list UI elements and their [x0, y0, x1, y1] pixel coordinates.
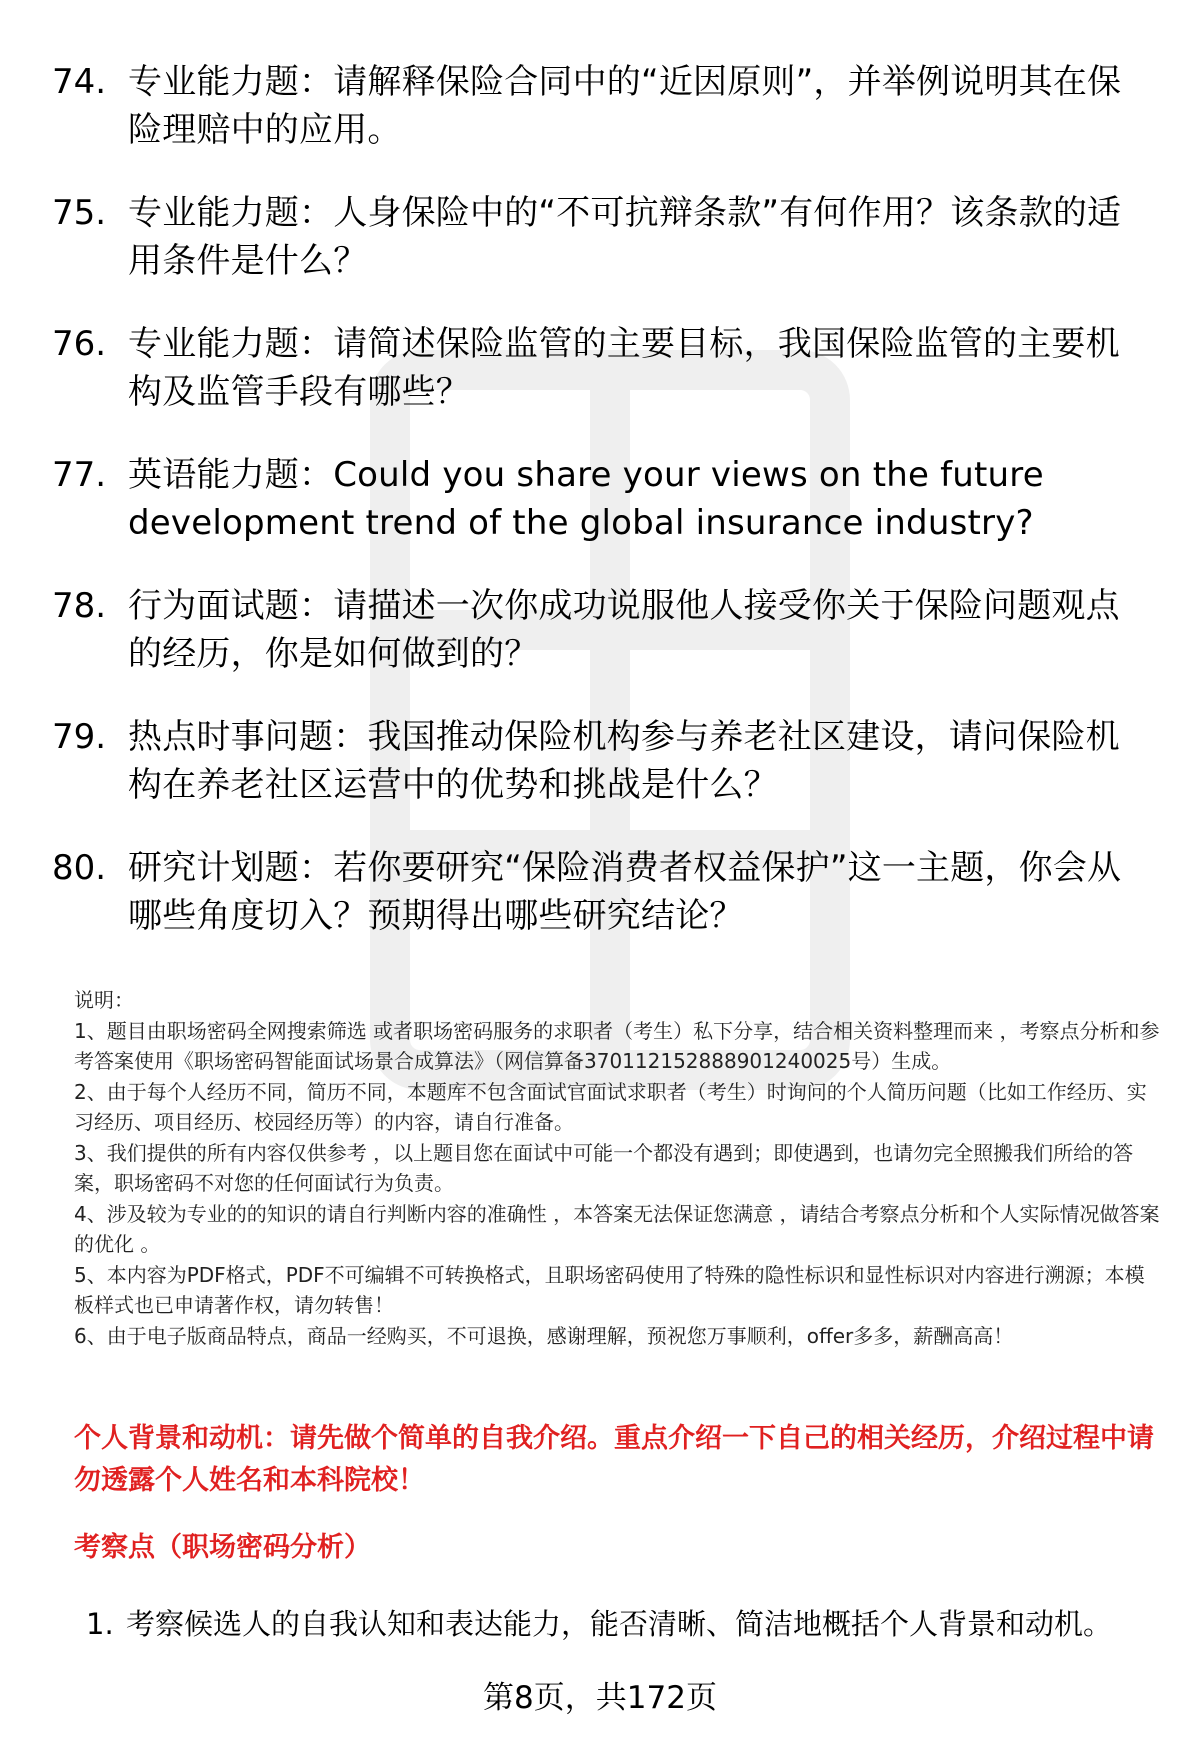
- notes-item: 6、由于电子版商品特点，商品一经购买，不可退换，感谢理解，预祝您万事顺利，offer多多，薪酬高高！: [74, 1324, 1014, 1348]
- question-number: 76.: [52, 324, 107, 364]
- featured-question: 个人背景和动机：请先做个简单的自我介绍。重点介绍一下自己的相关经历，介绍过程中请勿透露个人姓名和本科院校！: [74, 1423, 1154, 1496]
- point-text: 考察候选人的自我认知和表达能力，能否清晰、简洁地概括个人背景和动机。: [126, 1607, 1113, 1641]
- analysis-point: [86, 1603, 1166, 1645]
- question-item: [0, 582, 1200, 713]
- question-number: 79.: [52, 717, 107, 757]
- question-text: 英语能力题：Could you share your views on the future development trend of the global insurance industry?: [128, 455, 1044, 543]
- question-text: 专业能力题：人身保险中的“不可抗辩条款”有何作用？该条款的适用条件是什么？: [128, 193, 1122, 281]
- notes-item: 2、由于每个人经历不同，简历不同，本题库不包含面试官面试求职者（考生）时询问的个人简历问题（比如工作经历、实习经历、项目经历、校园经历等）的内容，请自行准备。: [74, 1080, 1147, 1134]
- question-item: [0, 58, 1200, 189]
- question-item: [0, 451, 1200, 582]
- notes-item: 1、题目由职场密码全网搜索筛选 或者职场密码服务的求职者（考生）私下分享，结合相关资料整理而来 ，考察点分析和参考答案使用《职场密码智能面试场景合成算法》（网信算备370112152888901240025号）生成。: [74, 1019, 1160, 1073]
- notes-section: [74, 985, 1164, 1352]
- notes-item: 3、我们提供的所有内容仅供参考 ，以上题目您在面试中可能一个都没有遇到；即使遇到，也请勿完全照搬我们所给的答案，职场密码不对您的任何面试行为负责。: [74, 1141, 1134, 1195]
- question-number: 75.: [52, 193, 107, 233]
- question-item: [0, 713, 1200, 844]
- question-number: 80.: [52, 848, 107, 888]
- question-number: 78.: [52, 586, 107, 626]
- question-number: 77.: [52, 455, 107, 495]
- question-item: [0, 320, 1200, 451]
- question-list: [0, 58, 1200, 975]
- page-footer: 第8页，共172页: [483, 1680, 717, 1716]
- question-text: 行为面试题：请描述一次你成功说服他人接受你关于保险问题观点的经历，你是如何做到的？: [128, 586, 1120, 674]
- notes-item: 4、涉及较为专业的的知识的请自行判断内容的准确性 ，本答案无法保证您满意 ，请结合考察点分析和个人实际情况做答案的优化 。: [74, 1202, 1160, 1256]
- question-text: 热点时事问题：我国推动保险机构参与养老社区建设，请问保险机构在养老社区运营中的优势和挑战是什么？: [128, 717, 1120, 805]
- point-number: 1.: [86, 1607, 114, 1641]
- notes-heading: 说明：: [74, 988, 134, 1012]
- section-heading: 考察点（职场密码分析）: [74, 1532, 371, 1563]
- question-item: [0, 844, 1200, 975]
- notes-item: 5、本内容为PDF格式，PDF不可编辑不可转换格式，且职场密码使用了特殊的隐性标识和显性标识对内容进行溯源；本模板样式也已申请著作权，请勿转售！: [74, 1263, 1145, 1317]
- question-text: 专业能力题：请简述保险监管的主要目标，我国保险监管的主要机构及监管手段有哪些？: [128, 324, 1120, 412]
- question-item: [0, 189, 1200, 320]
- question-text: 研究计划题：若你要研究“保险消费者权益保护”这一主题，你会从哪些角度切入？预期得出哪些研究结论？: [128, 848, 1122, 936]
- question-text: 专业能力题：请解释保险合同中的“近因原则”，并举例说明其在保险理赔中的应用。: [128, 62, 1122, 150]
- question-number: 74.: [52, 62, 107, 102]
